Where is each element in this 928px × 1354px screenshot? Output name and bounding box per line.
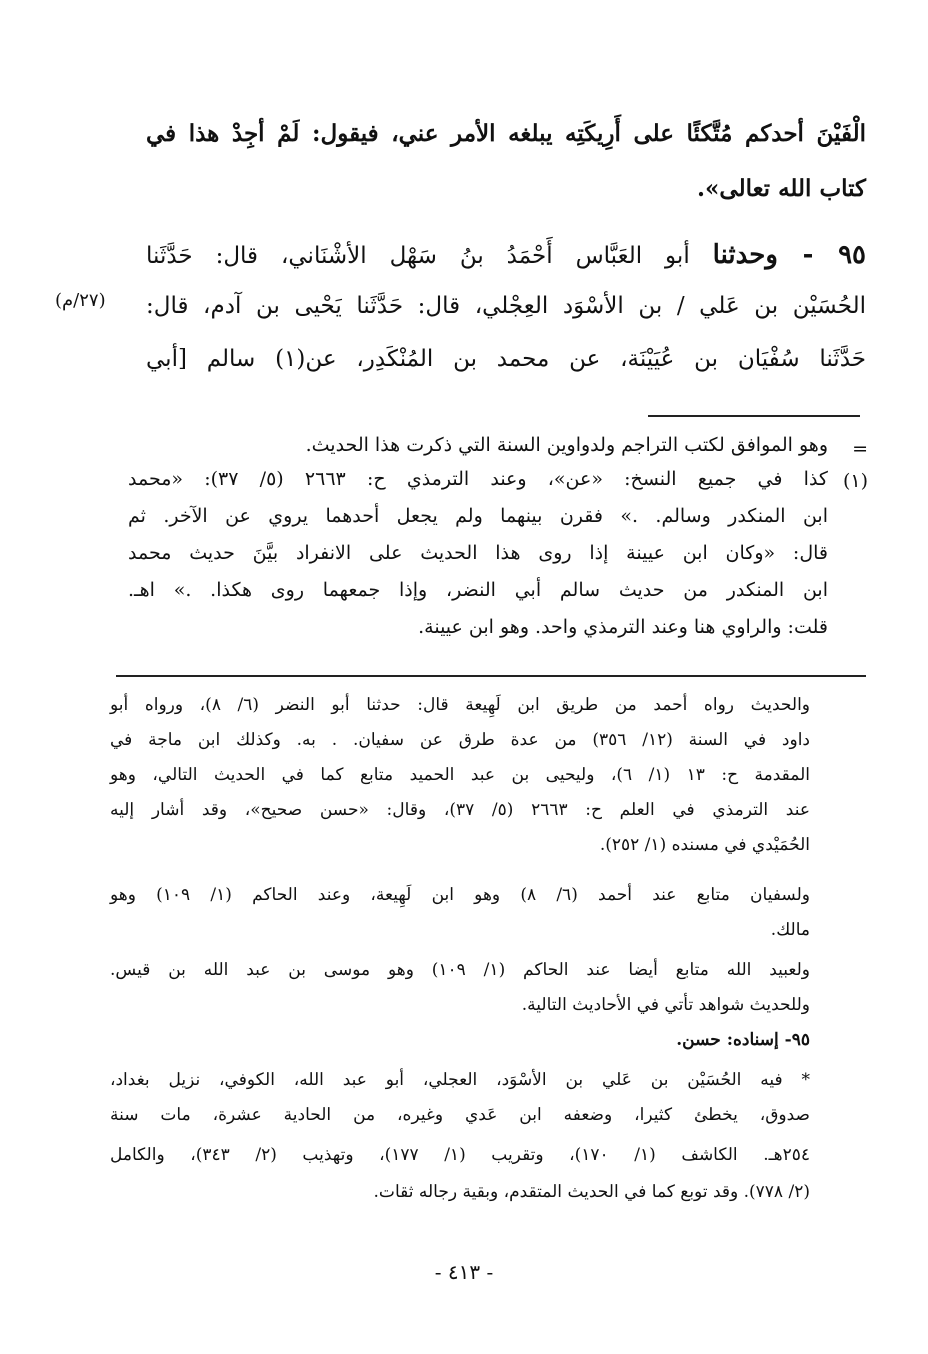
hadith-number-heading: ٩٥ - وحدثنا xyxy=(712,240,867,270)
hadith-isnad-start: أبو العَبَّاس أَحْمَدُ بنُ سَهْل الأشْنَاني، قال: حَدَّثَنا xyxy=(146,243,690,269)
commentary-line: وللحديث شواهد تأتي في الأحاديث التالية. xyxy=(521,995,810,1015)
isnad-grade-heading: ٩٥- إسناده: حسن. xyxy=(676,1030,810,1050)
footnote-1-line: قلت: والراوي هنا وعند الترمذي واحد. وهو ابن عيينة. xyxy=(418,616,828,638)
commentary-line: ٢٥٤هـ. الكاشف (١/ ١٧٠)، وتقريب (١/ ١٧٧)، وتهذيب (٢/ ٣٤٣)، والكامل xyxy=(110,1145,810,1165)
commentary-line: صدوق، يخطئ كثيرا، وضعفه ابن عَدي وغيره، من الحادية عشرة، مات سنة xyxy=(110,1105,810,1125)
commentary-line: ولسفيان متابع عند أحمد (٦/ ٨) وهو ابن لَهِيعة، وعند الحاكم (١/ ١٠٩) وهو xyxy=(110,885,810,905)
main-line-5: حَدَّثَنا سُفْيَان بن عُيَيْنَة، عن محمد بن المُنْكَدِر، عن(١) سالم [أبي xyxy=(146,346,866,372)
footnote-1-line: ابن المنكدر وسالم. .» فقرن بينهما ولم يجعل أحدهما يروي عن الآخر. ثم xyxy=(128,505,828,527)
manuscript-page-marker: (٢٧/م) xyxy=(55,290,106,311)
commentary-line: مالك. xyxy=(770,920,810,940)
commentary-separator xyxy=(116,675,866,677)
commentary-line: * فيه الحُسَيْن بن عَلي بن الأسْوَد، العجلي، أبو عبد الله، الكوفي، نزيل بغداد، xyxy=(110,1070,810,1090)
main-line-4: الحُسَيْن بن عَلي / بن الأسْوَد العِجْلي، قال: حَدَّثَنا يَحْيى بن آدم، قال: xyxy=(146,293,866,319)
commentary-line: ولعبيد الله متابع أيضا عند الحاكم (١/ ١٠٩) وهو موسى بن عبد الله بن قيس. xyxy=(110,960,810,980)
hadith-95-line xyxy=(146,240,866,270)
commentary-line: عند الترمذي في العلم ح: ٢٦٦٣ (٥/ ٣٧)، وقال: «حسن صحيح»، وقد أشار إليه xyxy=(110,800,810,820)
footnote-1-line: ابن المنكدر من حديث سالم أبي النضر، وإذا جمعهما روى هكذا. .» اهـ. xyxy=(128,579,828,601)
footnote-1-line: قال: «وكان ابن عيينة إذا روى هذا الحديث على الانفراد بيَّنَ حديث محمد xyxy=(128,542,828,564)
footnote-1-marker: (١) xyxy=(842,470,868,492)
main-line-2: كتاب الله تعالى». xyxy=(697,175,866,202)
footnote-separator xyxy=(648,415,860,417)
footnote-1-line: كذا في جميع النسخ: «عن»، وعند الترمذي ح: ٢٦٦٣ (٥/ ٣٧): «محمد xyxy=(128,468,828,490)
footnote-continuation: وهو الموافق لكتب التراجم ولدواوين السنة التي ذكرت هذا الحديث. xyxy=(305,434,828,456)
footnote-continuation-marker: = xyxy=(852,438,868,460)
commentary-line: المقدمة ح: ١٣ (١/ ٦)، وليحيى بن عبد الحميد متابع كما في الحديث التالي، وهو xyxy=(110,765,810,785)
commentary-line: الحُمَيْدي في مسنده (١/ ٢٥٢). xyxy=(599,835,810,855)
commentary-line: والحديث رواه أحمد من طريق ابن لَهِيعة قال: حدثنا أبو النضر (٦/ ٨)، ورواه أبو xyxy=(110,695,811,715)
commentary-line: (٢/ ٧٧٨). وقد توبع كما في الحديث المتقدم، وبقية رجاله ثقات. xyxy=(373,1182,810,1202)
main-line-1: الْفَيْنَ أحدكم مُتَّكئًا على أَرِيكَتِه يبلغه الأمر عني، فيقول: لَمْ أجِدْ هذا في xyxy=(146,120,866,147)
commentary-line: داود في السنة (١٢/ ٣٥٦) من عدة طرق عن سفيان. . به. وكذلك ابن ماجة في xyxy=(110,730,810,750)
page-number: - ٤١٣ - xyxy=(434,1260,494,1284)
